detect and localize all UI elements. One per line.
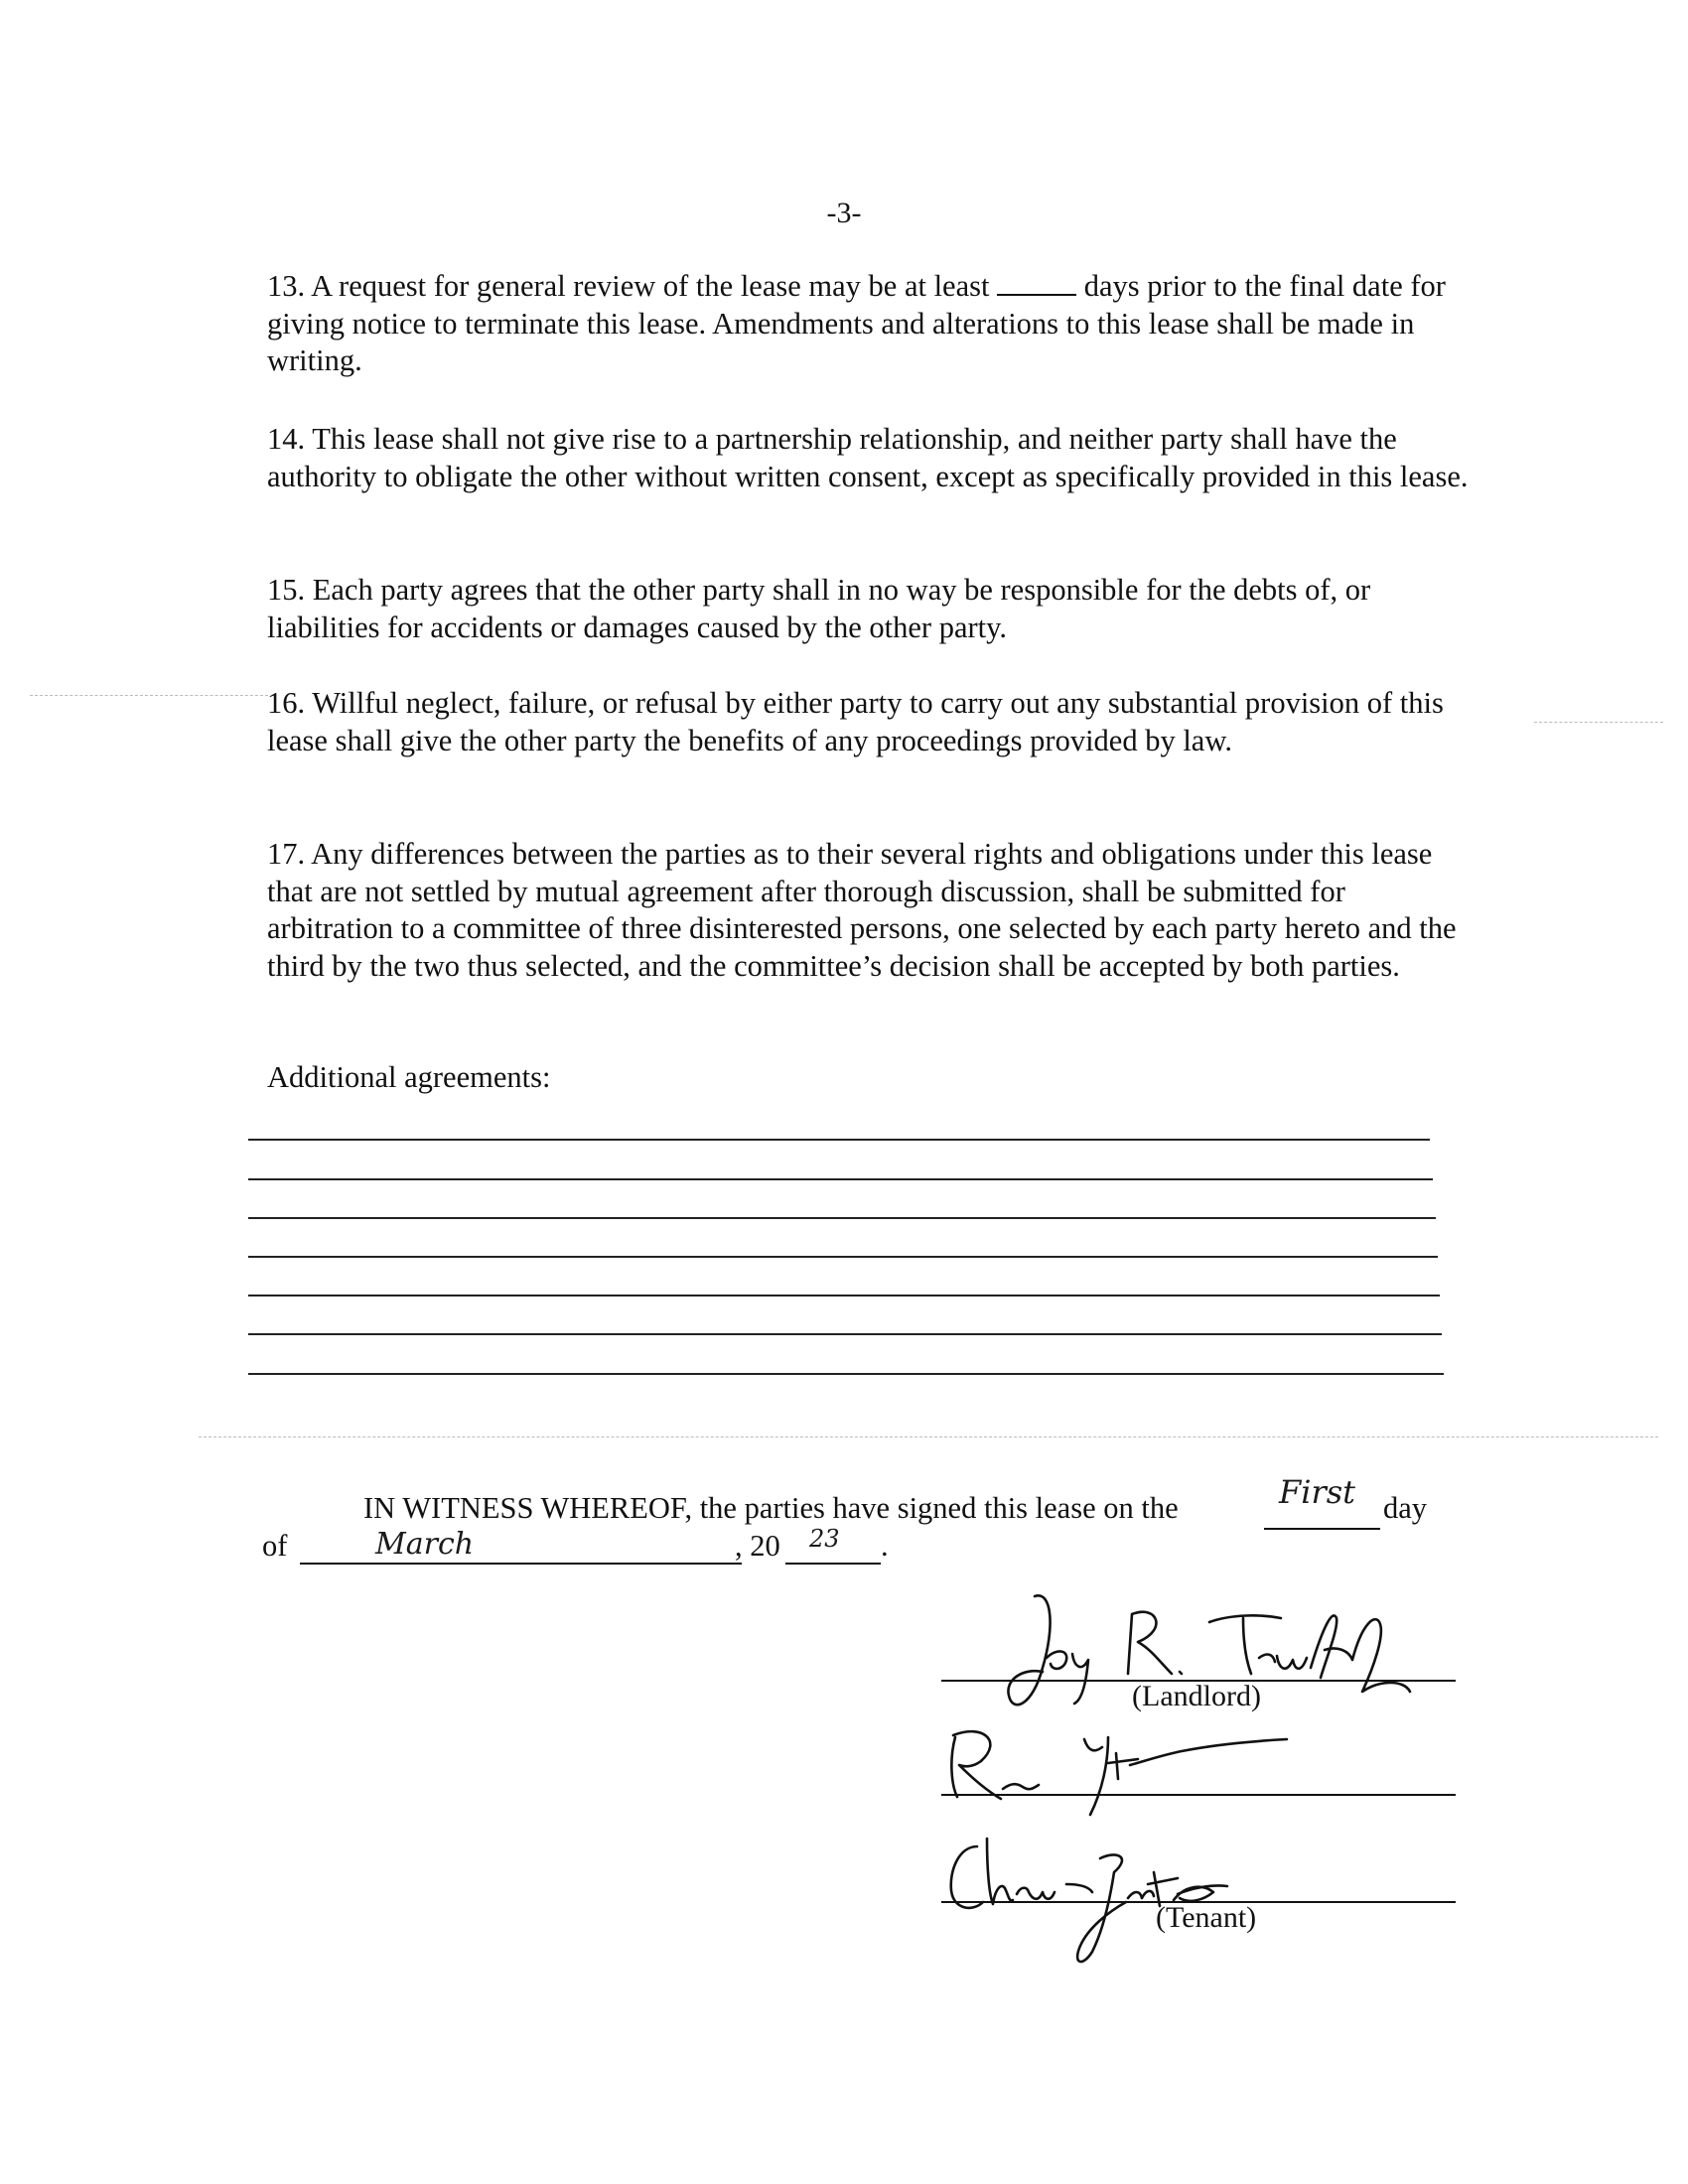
landlord-signature	[983, 1588, 1420, 1717]
additional-agreements-line-7	[248, 1373, 1444, 1375]
clause-13	[267, 268, 1469, 380]
page-number: -3-	[826, 197, 862, 229]
additional-agreements-label: Additional agreements:	[267, 1060, 551, 1094]
landlord-label: (Landlord)	[1132, 1680, 1261, 1712]
clause-14: 14. This lease shall not give rise to a partnership relationship, and neither party shall have the authority to obligate the other without written consent, except as specifically provided in this lease.	[267, 422, 1469, 493]
day-fill-line	[1264, 1528, 1380, 1530]
year-fill-line	[785, 1563, 881, 1565]
handwritten-day: First	[1279, 1473, 1356, 1511]
scan-artifact-right	[1534, 722, 1663, 723]
clause-17: 17. Any differences between the parties as to their several rights and obligations under this lease that are not settled by mutual agreement after thorough discussion, shall be submitted for arbitration to a committee of three disinterested persons, one selected by each party hereto and the third by the two thus selected, and the committee’s decision shall be accepted by both parties.	[267, 837, 1457, 983]
scan-artifact-left	[30, 695, 268, 696]
clause-13-text-start: 13. A request for general review of the lease may be at least	[267, 269, 990, 303]
additional-agreements-line-1	[248, 1139, 1430, 1141]
tenant-signature-2	[943, 1829, 1241, 1978]
additional-agreements-line-6	[248, 1333, 1442, 1335]
clause-15: 15. Each party agrees that the other party shall in no way be responsible for the debts of, or liabilities for accidents or damages caused by the other party.	[267, 573, 1371, 644]
additional-agreements-line-5	[248, 1295, 1440, 1297]
year-prefix: , 20	[735, 1529, 780, 1563]
year-period: .	[881, 1529, 889, 1563]
tenant-signature-1	[943, 1719, 1301, 1829]
tenant-label: (Tenant)	[1156, 1901, 1257, 1934]
additional-agreements-line-3	[248, 1217, 1436, 1219]
clause-13-days-blank	[997, 270, 1076, 296]
month-fill-line	[300, 1563, 742, 1565]
scan-artifact-fold	[199, 1436, 1658, 1437]
witness-text: IN WITNESS WHEREOF, the parties have signed this lease on the	[363, 1491, 1179, 1525]
clause-16: 16. Willful neglect, failure, or refusal by either party to carry out any substantial provision of this lease shall give the other party the benefits of any proceedings provided by law.	[267, 686, 1444, 757]
additional-agreements-line-2	[248, 1178, 1433, 1180]
clause-13-text-end: days prior to the final date for giving notice to terminate this lease. Amendments and alterations to this lease shall be made in writing.	[267, 269, 1446, 377]
additional-agreements-line-4	[248, 1256, 1438, 1258]
day-word: day	[1383, 1491, 1428, 1525]
handwritten-year: 23	[809, 1525, 840, 1553]
of-word: of	[262, 1529, 288, 1563]
handwritten-month: March	[375, 1527, 475, 1562]
